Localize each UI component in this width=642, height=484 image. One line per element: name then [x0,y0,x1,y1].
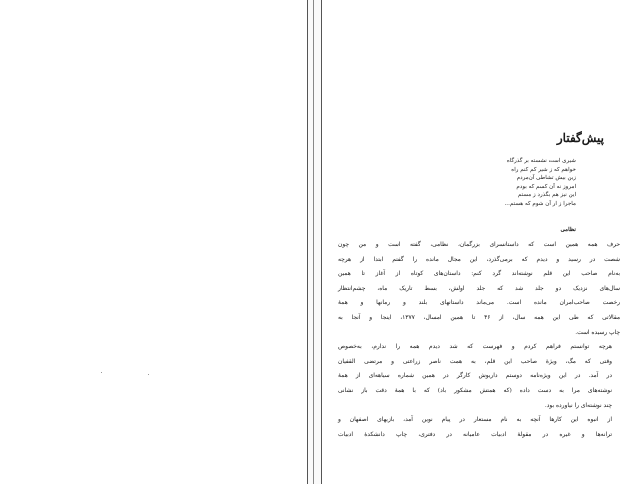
epigraph-line: این نیز هم بگذرد ز مستم [517,192,576,199]
text-line: چاپ رسیده است. [575,329,620,336]
text-line: شصت در رسید و دیدم که برمی‌گذرد، این مجال مانده را گفتم ابتدا از هرچه [338,256,620,263]
text-line: رخصت صاحب‌امران مانده است. می‌ماند داستانهای بلند و رمانها و همهٔ [338,300,620,307]
text-line: در آمد. در این ویژه‌نامه دوستم داریوش کارگر در همین شماره سیاهه‌ای از همهٔ [338,373,612,380]
body-text [338,238,620,442]
epigraph-line: امروز نه آن کسم که بودم [516,183,576,190]
epigraph-poet: نظامی [560,227,576,233]
left-page [0,0,306,484]
epigraph-line: خواهم که ز شیر کم کنم راه [511,166,576,173]
page-edge-line [313,0,314,484]
text-line: از انبوه این کارها آنچه به نام مستعار در پیام نوین آمد، بازیهای اصفهان و [338,417,612,424]
epigraph-line: ماجرا ز ار آن شوم که هستم... [504,200,576,207]
text-line: نوشته‌های مرا به دست داده (که همتش مشکور باد) که با همهٔ دقت باز نشانی [338,387,612,394]
paragraph [338,238,620,340]
text-line: به‌نام صاحب این قلم نوشته‌اند گرد کنم: داستان‌های کوتاه از آغاز تا همین [338,271,620,278]
book-gutter [307,0,321,484]
epigraph-line: زین بیش تشاطی آن‌مردم [516,175,576,182]
epigraph-poem [356,157,576,209]
paragraph [338,413,620,442]
text-line: وقتی که مگ، ویژهٔ صاحب این قلم، به همت ناصر زراعتی و مرتضی القفیان [338,358,612,365]
page-title: پیش‌گفتار [556,131,604,145]
paper-speck [101,372,102,373]
text-line: مقالاتی که طی این همه سال، از ۴۶ تا همین امسال، ۱۳۷۷، اینجا و آنجا به [338,314,620,321]
paragraph [338,340,620,413]
text-line: حرف همه همین است که داستانسرای بزرگمان، نظامی، گفته است و من چون [338,242,620,248]
right-page [322,0,642,484]
text-line: چند نوشته‌ای را نیاورده بود. [544,402,612,409]
text-line: سال‌های نزدیک دو جلد شد که جلد اولش، بسط تاریک ماه، چشم‌انتظار [338,285,620,292]
epigraph-line: شیری است نشسته بر گذرگاه [506,158,576,164]
paper-speck [148,374,149,375]
page-edge-line [307,0,308,484]
text-line: ترانه‌ها و غیره در مقولهٔ ادبیات عامیانه در دفتری، چاپ دانشکدهٔ ادبیات [338,431,612,438]
text-line: هرچه توانستم فراهم کردم و فهرست که شد دیدم همه را ندارم، به‌خصوص [338,344,612,351]
